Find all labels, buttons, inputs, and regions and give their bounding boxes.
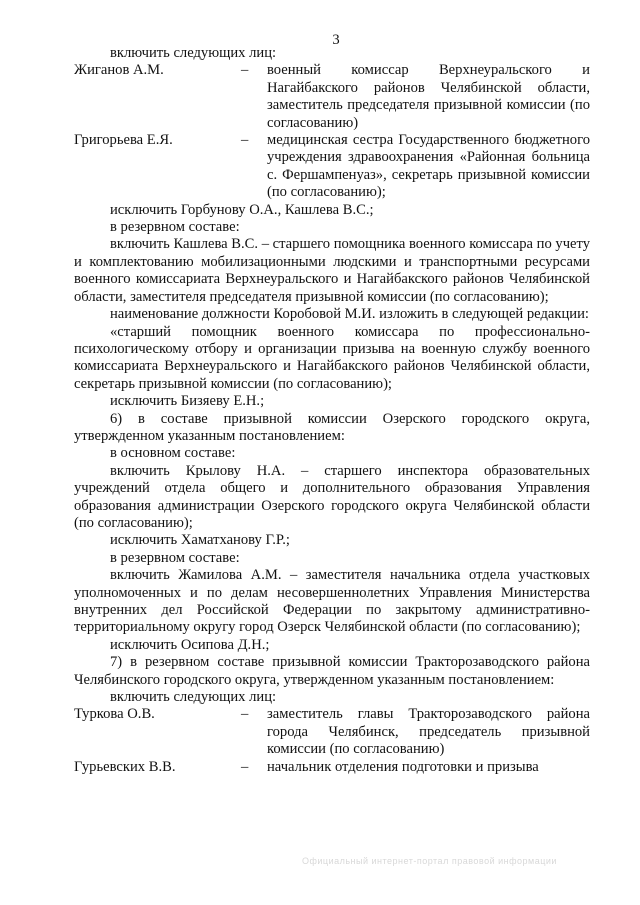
paragraph: в резервном составе: [110,549,240,566]
paragraph: «старший помощник военного комиссара по профессионально-психологическому отбору и организации призыва на военную службу военного комиссариата Верхнеуральского и Нагайбакского районов Челябинской области, секретарь призывной комиссии (по согласованию); [74,323,590,392]
paragraph: наименование должности Коробовой М.И. изложить в следующей редакции: [110,306,589,323]
paragraph: включить Кашлева В.С. – старшего помощника военного комиссара по учету и комплектованию мобилизационными людскими и транспортными ресурсами военного комиссариата Верхнеуральского и Нагайбакского районов Челябинской области, заместителя председателя призывной комиссии (по согласованию); [74,236,590,305]
entry-dash: – [241,758,249,775]
member-name: Григорьева Е.Я. [74,132,173,149]
entry-dash: – [241,706,249,723]
paragraph: исключить Хаматханову Г.Р.; [110,532,290,549]
member-name: Гурьевских В.В. [74,758,176,775]
paragraph: в резервном составе: [110,219,240,236]
paragraph: исключить Горбунову О.А., Кашлева В.С.; [110,201,374,218]
member-role: медицинская сестра Государственного бюджетного учреждения здравоохранения «Районная больница с. Фершампенуаз», секретарь призывной комиссии (по согласованию); [267,132,590,201]
paragraph: 7) в резервном составе призывной комиссии Тракторозаводского района Челябинского городского округа, утвержденном указанным постановлением: [74,654,590,688]
entry-dash: – [241,62,249,79]
member-name: Туркова О.В. [74,706,155,723]
paragraph: исключить Осипова Д.Н.; [110,636,270,653]
member-role: заместитель главы Тракторозаводского района города Челябинск, председатель призывной комиссии (по согласованию) [267,706,590,758]
document-body [74,45,590,776]
page-number: 3 [332,32,340,48]
document-page [74,0,590,905]
member-entry [74,759,590,776]
member-role: начальник отделения подготовки и призыва [267,758,539,775]
entry-dash: – [241,132,249,149]
paragraph: исключить Бизяеву Е.Н.; [110,393,265,410]
paragraph: включить Крылову Н.А. – старшего инспектора образовательных учреждений отдела общего и дополнительного образования Управления образования администрации Озерского городского округа Челябинской области (по согласованию); [74,462,590,531]
paragraph: включить Жамилова А.М. – заместителя начальника отдела участковых уполномоченных и по делам несовершеннолетних Управления Министерства внутренних дел Российской Федерации по закрытому административно-территориальному округу город Озерск Челябинской области (по согласованию); [74,567,590,636]
member-entry [74,706,590,758]
watermark: Официальный интернет-портал правовой информации [302,856,557,866]
paragraph: 6) в составе призывной комиссии Озерского городского округа, утвержденном указанным постановлением: [74,410,590,444]
member-name: Жиганов А.М. [74,62,164,79]
member-role: военный комиссар Верхнеуральского и Нагайбакского районов Челябинской области, заместитель председателя призывной комиссии (по согласованию) [267,62,590,131]
paragraph: в основном составе: [110,445,236,462]
paragraph: включить следующих лиц: [110,45,277,61]
member-entry [74,132,590,202]
member-entry [74,62,590,132]
paragraph: включить следующих лиц: [110,689,277,706]
